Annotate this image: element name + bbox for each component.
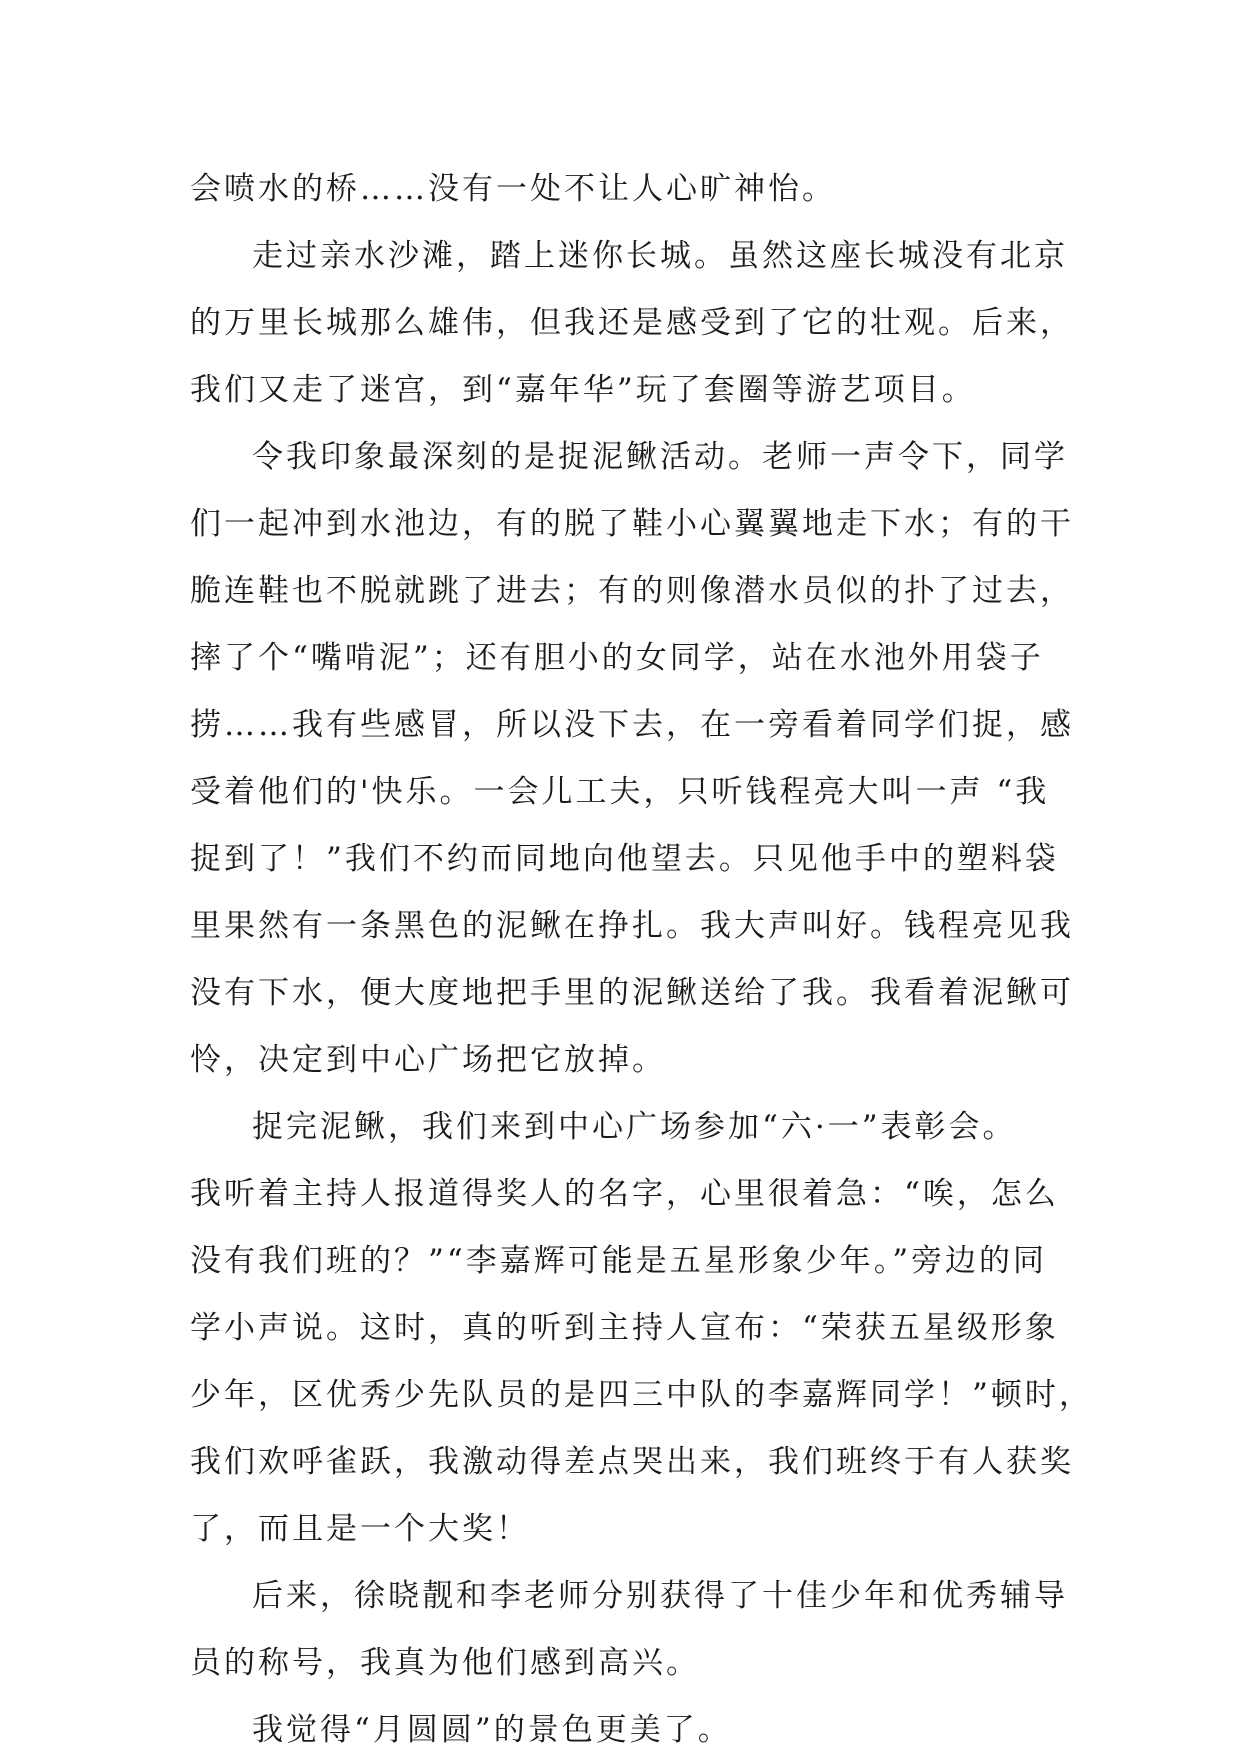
text-line: 我们欢呼雀跃，我激动得差点哭出来，我们班终于有人获奖	[190, 1444, 1074, 1480]
text-line: 捉完泥鳅，我们来到中心广场参加“六·一”表彰会。	[252, 1109, 1017, 1145]
text-line: 受着他们的'快乐。一会儿工夫，只听钱程亮大叫一声 “我	[190, 774, 1050, 810]
essay-body	[190, 156, 1093, 1764]
text-line: 怜，决定到中心广场把它放掉。	[190, 1042, 666, 1078]
text-line: 会喷水的桥……没有一处不让人心旷神怡。	[190, 171, 836, 207]
text-line: 员的称号，我真为他们感到高兴。	[190, 1645, 700, 1681]
text-line: 走过亲水沙滩，踏上迷你长城。虽然这座长城没有北京	[252, 238, 1068, 274]
text-line: 没有我们班的？”“李嘉辉可能是五星形象少年。”旁边的同	[190, 1243, 1048, 1279]
text-line: 脆连鞋也不脱就跳了进去；有的则像潜水员似的扑了过去，	[190, 573, 1074, 609]
text-line: 捉到了！”我们不约而同地向他望去。只见他手中的塑料袋	[190, 841, 1059, 877]
text-line: 我觉得“月圆圆”的景色更美了。	[252, 1712, 732, 1748]
text-line: 摔了个“嘴啃泥”；还有胆小的女同学，站在水池外用袋子	[190, 640, 1044, 676]
text-line: 学小声说。这时，真的听到主持人宣布：“荣获五星级形象	[190, 1310, 1059, 1346]
text-line: 没有下水，便大度地把手里的泥鳅送给了我。我看着泥鳅可	[190, 975, 1074, 1011]
text-line: 我听着主持人报道得奖人的名字，心里很着急：“唉，怎么	[190, 1176, 1059, 1212]
text-line: 令我印象最深刻的是捉泥鳅活动。老师一声令下，同学	[252, 439, 1068, 475]
text-line: 了，而且是一个大奖！	[190, 1511, 530, 1547]
text-line: 里果然有一条黑色的泥鳅在挣扎。我大声叫好。钱程亮见我	[190, 908, 1074, 944]
text-line: 后来，徐晓靓和李老师分别获得了十佳少年和优秀辅导	[252, 1578, 1068, 1614]
text-line: 们一起冲到水池边，有的脱了鞋小心翼翼地走下水；有的干	[190, 506, 1074, 542]
text-line: 的万里长城那么雄伟，但我还是感受到了它的壮观。后来，	[190, 305, 1074, 341]
text-line: 少年，区优秀少先队员的是四三中队的李嘉辉同学！”顿时，	[190, 1377, 1093, 1413]
text-line: 捞……我有些感冒，所以没下去，在一旁看着同学们捉，感	[190, 707, 1074, 743]
text-line: 我们又走了迷宫，到“嘉年华”玩了套圈等游艺项目。	[190, 372, 976, 408]
